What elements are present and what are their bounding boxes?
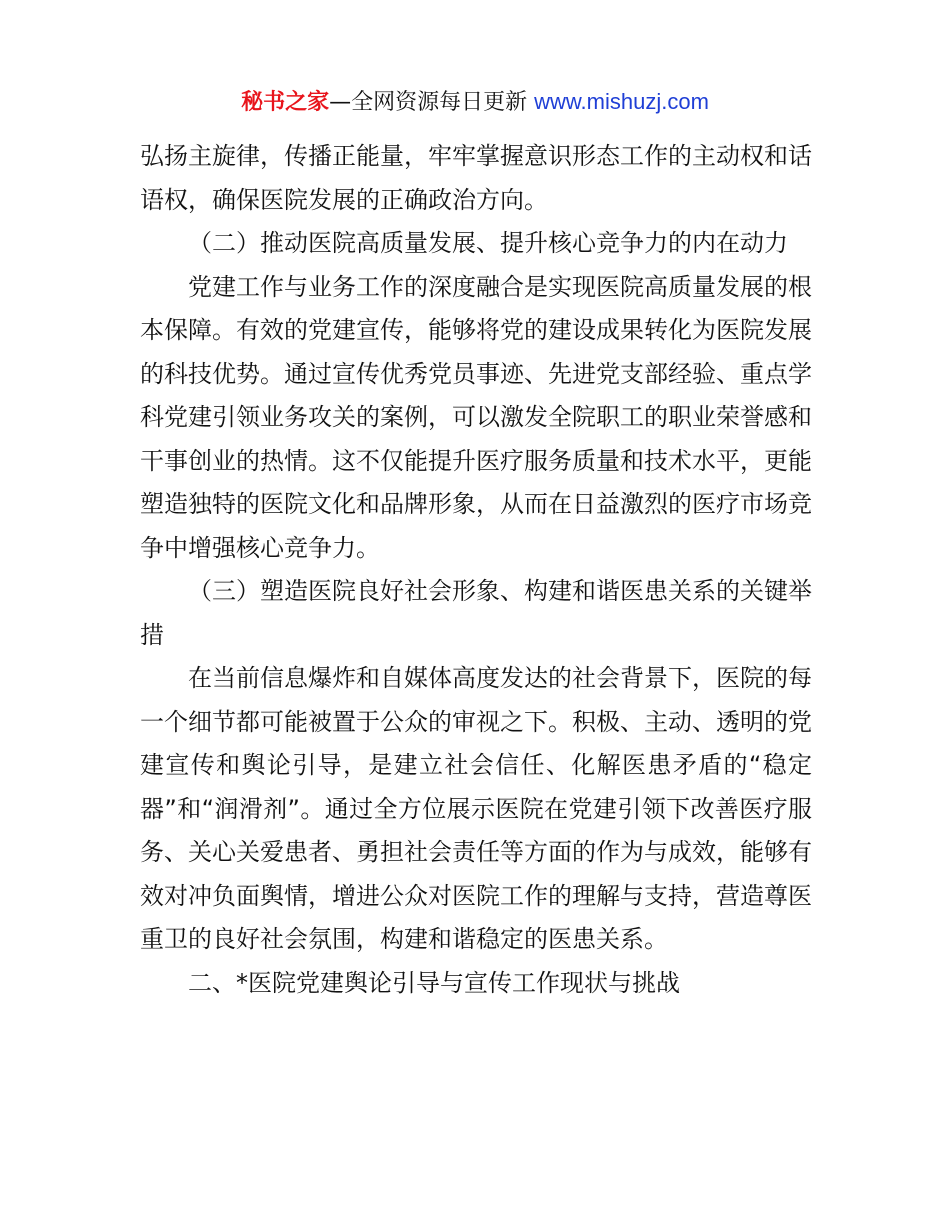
section-heading-3: （三）塑造医院良好社会形象、构建和谐医患关系的关键举措 <box>140 577 812 649</box>
chapter-heading: 二、*医院党建舆论引导与宣传工作现状与挑战 <box>188 968 680 997</box>
paragraph-body: 在当前信息爆炸和自媒体高度发达的社会背景下，医院的每一个细节都可能被置于公众的审视之下。积极、主动、透明的党建宣传和舆论引导，是建立社会信任、化解医患矛盾的“稳定器”和“润滑剂”。通过全方位展示医院在党建引领下改善医疗服务、关心关爱患者、勇担社会责任等方面的作为与成效，能够有效对冲负面舆情，增进公众对医院工作的理解与支持，营造尊医重卫的良好社会氛围，构建和谐稳定的医患关系。 <box>140 664 812 953</box>
paragraph-continuation: 弘扬主旋律，传播正能量，牢牢掌握意识形态工作的主动权和话语权，确保医院发展的正确政治方向。 <box>140 142 812 214</box>
header-tagline: —全网资源每日更新 <box>329 90 535 115</box>
site-link[interactable]: www.mishuzj.com <box>534 89 709 114</box>
paragraph-body: 党建工作与业务工作的深度融合是实现医院高质量发展的根本保障。有效的党建宣传，能够将党的建设成果转化为医院发展的科技优势。通过宣传优秀党员事迹、先进党支部经验、重点学科党建引领业务攻关的案例，可以激发全院职工的职业荣誉感和干事创业的热情。这不仅能提升医疗服务质量和技术水平，更能塑造独特的医院文化和品牌形象，从而在日益激烈的医疗市场竞争中增强核心竞争力。 <box>140 272 812 562</box>
section-heading-2: （二）推动医院高质量发展、提升核心竞争力的内在动力 <box>188 229 788 257</box>
brand-name: 秘书之家 <box>241 90 330 115</box>
document-body <box>140 135 812 1005</box>
page-header <box>0 86 950 119</box>
